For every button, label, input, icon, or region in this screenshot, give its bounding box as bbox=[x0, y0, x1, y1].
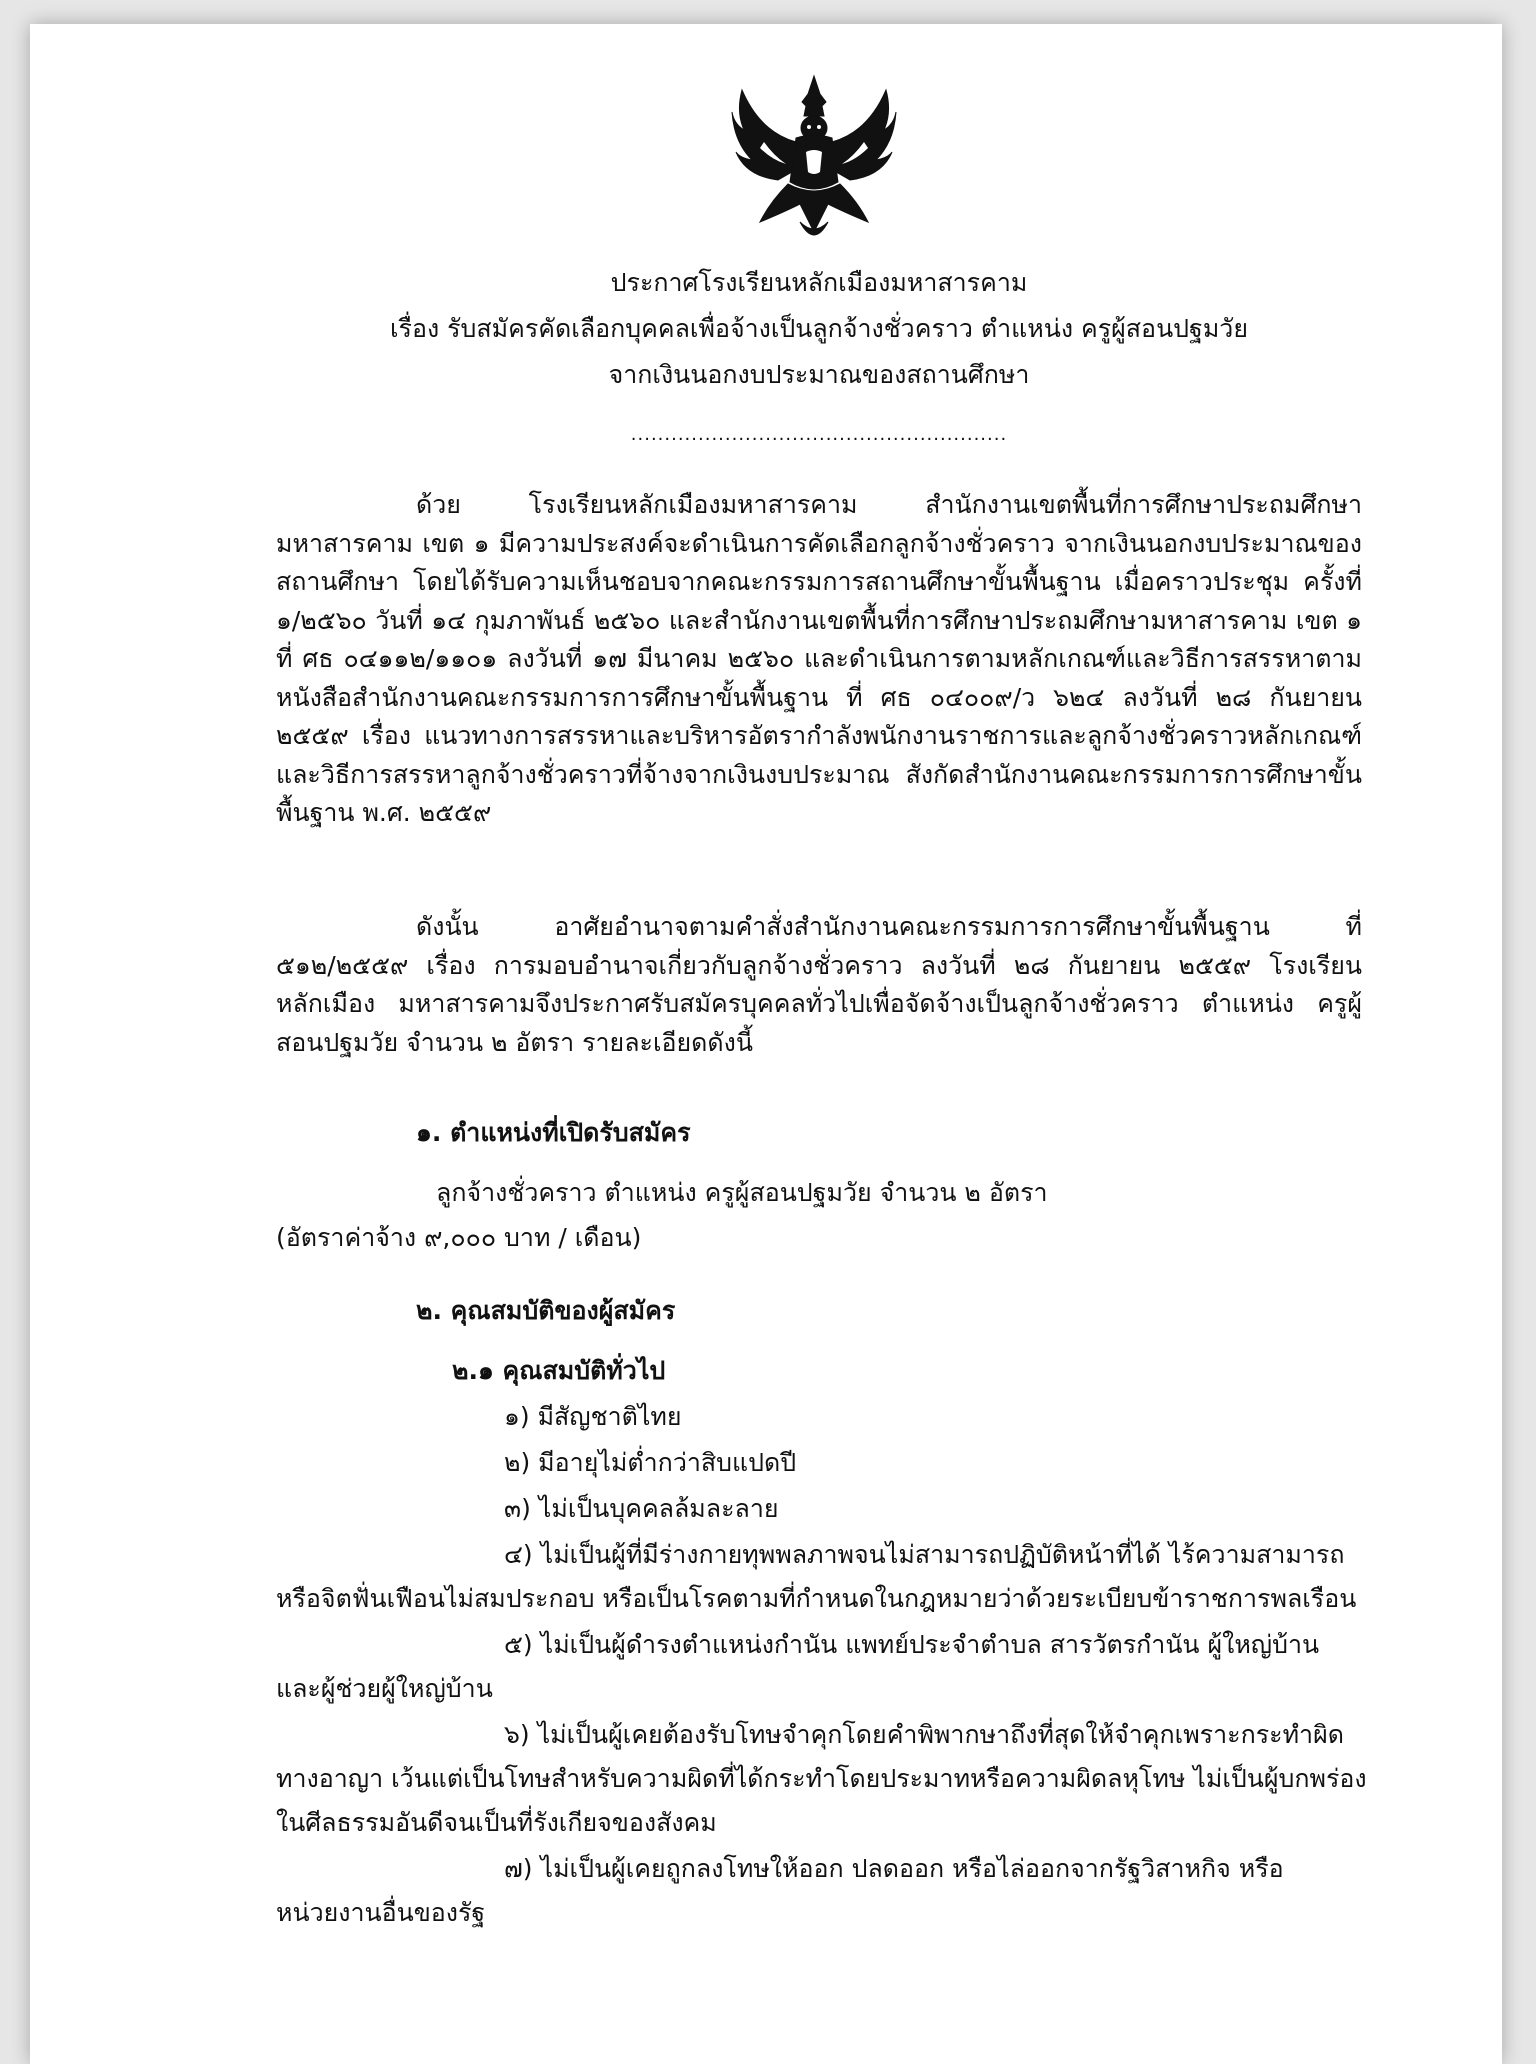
qualification-item-4-continued: หรือจิตฟั่นเฟือนไม่สมประกอบ หรือเป็นโรคตามที่กำหนดในกฎหมายว่าด้วยระเบียบข้าราชการพลเรือน bbox=[276, 1584, 1357, 1613]
position-line: ลูกจ้างชั่วคราว ตำแหน่ง ครูผู้สอนปฐมวัย จำนวน ๒ อัตรา bbox=[436, 1178, 1048, 1207]
separator-dots: ........................................................ bbox=[630, 424, 1008, 445]
qualification-item-3: ๓) ไม่เป็นบุคคลล้มละลาย bbox=[504, 1494, 779, 1523]
qualification-item-6: ๖) ไม่เป็นผู้เคยต้องรับโทษจำคุกโดยคำพิพากษาถึงที่สุดให้จำคุกเพราะกระทำผิด bbox=[504, 1720, 1344, 1749]
qualification-item-1: ๑) มีสัญชาติไทย bbox=[504, 1402, 682, 1431]
garuda-emblem-icon bbox=[730, 72, 898, 252]
qualification-item-2: ๒) มีอายุไม่ต่ำกว่าสิบแปดปี bbox=[504, 1448, 797, 1477]
qualification-item-6-continued-2: ในศีลธรรมอันดีจนเป็นที่รังเกียจของสังคม bbox=[276, 1808, 717, 1837]
qualification-item-4: ๔) ไม่เป็นผู้ที่มีร่างกายทุพพลภาพจนไม่สามารถปฏิบัติหน้าที่ได้ ไร้ความสามารถ bbox=[504, 1540, 1345, 1569]
announcement-title: ประกาศโรงเรียนหลักเมืองมหาสารคาม bbox=[610, 268, 1028, 297]
paragraph-intro: ด้วย โรงเรียนหลักเมืองมหาสารคาม สำนักงานเขตพื้นที่การศึกษาประถมศึกษามหาสารคาม เขต ๑ มีความประสงค์จะดำเนินการคัดเลือกลูกจ้างชั่วคราว จากเงินนอกงบประมาณของสถานศึกษา โดยได้รับความเห็นชอบจากคณะกรรมการสถานศึกษาขั้นพื้นฐาน เมื่อคราวประชุม ครั้งที่ ๑/๒๕๖๐ วันที่ ๑๔ กุมภาพันธ์ ๒๕๖๐ และสำนักงานเขตพื้นที่การศึกษาประถมศึกษามหาสารคาม เขต ๑ ที่ ศธ ๐๔๑๑๒/๑๑๐๑ ลงวันที่ ๑๗ มีนาคม ๒๕๖๐ และดำเนินการตามหลักเกณฑ์และวิธีการสรรหาตาม หนังสือสำนักงานคณะกรรมการการศึกษาขั้นพื้นฐาน ที่ ศธ ๐๔๐๐๙/ว ๖๒๔ ลงวันที่ ๒๘ กันยายน ๒๕๕๙ เรื่อง แนวทางการสรรหาและบริหารอัตรากำลังพนักงานราชการและลูกจ้างชั่วคราวหลักเกณฑ์ และวิธีการสรรหาลูกจ้างชั่วคราวที่จ้างจากเงินงบประมาณ สังกัดสำนักงานคณะกรรมการการศึกษาขั้น พื้นฐาน พ.ศ. ๒๕๕๙ bbox=[276, 490, 1362, 827]
wage-line: (อัตราค่าจ้าง ๙,๐๐๐ บาท / เดือน) bbox=[276, 1223, 642, 1252]
qualification-item-5: ๕) ไม่เป็นผู้ดำรงตำแหน่งกำนัน แพทย์ประจำตำบล สารวัตรกำนัน ผู้ใหญ่บ้าน bbox=[504, 1630, 1320, 1659]
document-page bbox=[30, 24, 1502, 2064]
section-2-1-heading: ๒.๑ คุณสมบัติทั่วไป bbox=[452, 1356, 666, 1385]
qualification-item-6-continued: ทางอาญา เว้นแต่เป็นโทษสำหรับความผิดที่ได้กระทำโดยประมาทหรือความผิดลหุโทษ ไม่เป็นผู้บกพร่อง bbox=[276, 1764, 1367, 1793]
qualification-item-7: ๗) ไม่เป็นผู้เคยถูกลงโทษให้ออก ปลดออก หรือไล่ออกจากรัฐวิสาหกิจ หรือ bbox=[504, 1854, 1284, 1883]
paragraph-authority: ดังนั้น อาศัยอำนาจตามคำสั่งสำนักงานคณะกรรมการการศึกษาขั้นพื้นฐาน ที่ ๕๑๒/๒๕๕๙ เรื่อง การมอบอำนาจเกี่ยวกับลูกจ้างชั่วคราว ลงวันที่ ๒๘ กันยายน ๒๕๕๙ โรงเรียนหลักเมือง มหาสารคามจึงประกาศรับสมัครบุคคลทั่วไปเพื่อจัดจ้างเป็นลูกจ้างชั่วคราว ตำแหน่ง ครูผู้สอนปฐมวัย จำนวน ๒ อัตรา รายละเอียดดังนี้ bbox=[276, 912, 1362, 1057]
announcement-subject: เรื่อง รับสมัครคัดเลือกบุคคลเพื่อจ้างเป็นลูกจ้างชั่วคราว ตำแหน่ง ครูผู้สอนปฐมวัย bbox=[389, 314, 1248, 343]
section-2-heading: ๒. คุณสมบัติของผู้สมัคร bbox=[416, 1296, 676, 1325]
qualification-item-7-continued: หน่วยงานอื่นของรัฐ bbox=[276, 1898, 486, 1927]
section-1-heading: ๑. ตำแหน่งที่เปิดรับสมัคร bbox=[416, 1118, 691, 1147]
qualification-item-5-continued: และผู้ช่วยผู้ใหญ่บ้าน bbox=[276, 1674, 493, 1703]
announcement-subject-continued: จากเงินนอกงบประมาณของสถานศึกษา bbox=[608, 360, 1030, 389]
